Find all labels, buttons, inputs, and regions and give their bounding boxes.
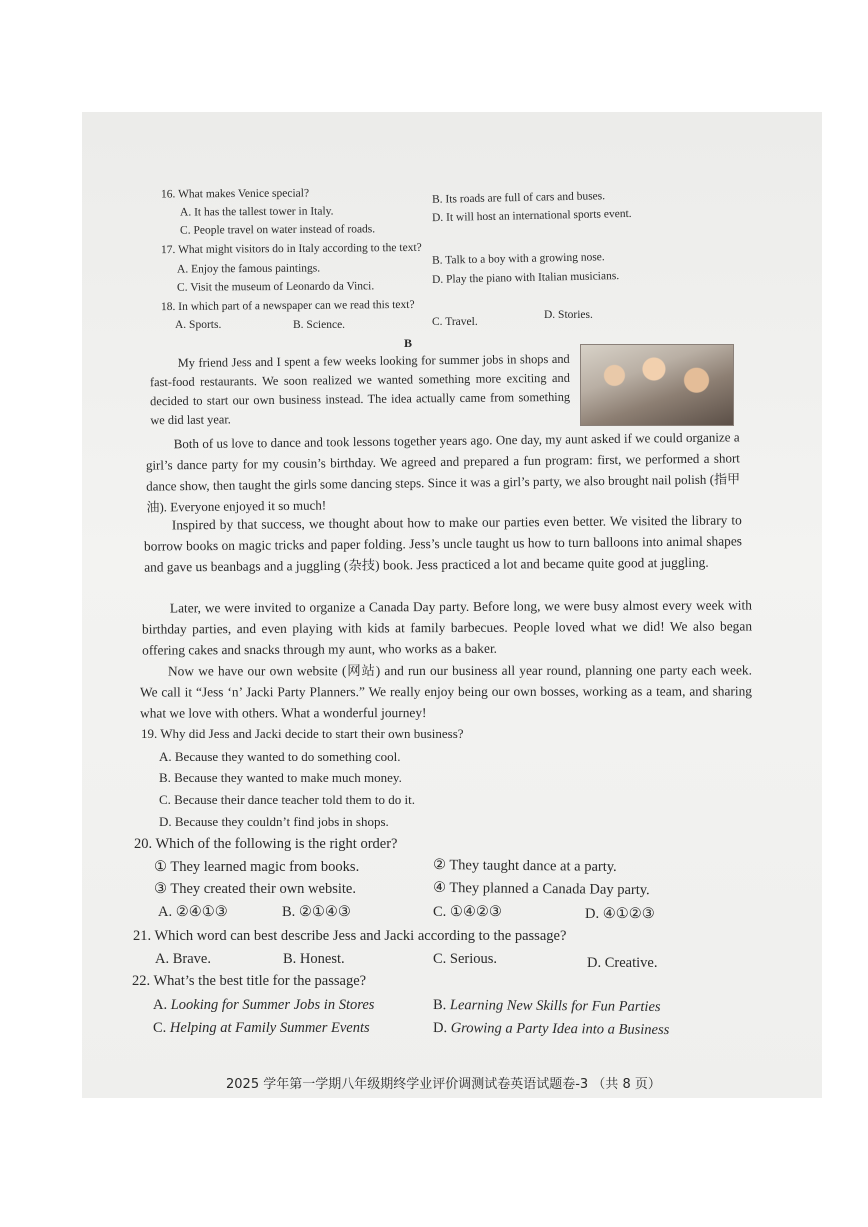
question-21-stem: 21. Which word can best describe Jess and Jacki according to the passage? (133, 928, 567, 944)
question-22-option-c (153, 1020, 370, 1037)
section-label: B (404, 336, 413, 350)
page-footer: 2025 学年第一学期八年级期终学业评价调测试卷英语试题卷-3 （共 8 页） (226, 1077, 661, 1092)
question-22-option-d-text: Growing a Party Idea into a Business (450, 1020, 670, 1039)
question-20-event-4: ④ They planned a Canada Day party. (432, 879, 650, 899)
question-18-option-c: C. Travel. (432, 316, 478, 328)
question-19-option-c: C. Because their dance teacher told them to do it. (159, 792, 415, 807)
passage-paragraph-5: Now we have our own website (网站) and run our business all year round, planning one party each week. We call it “Jess ‘n’ Jacki Party Planners.” We really enjoy being our own bosses, working as a team, and sharing what we love with others. What a wonderful journey! (139, 662, 753, 721)
passage-paragraph-2: Both of us love to dance and took lessons together years ago. One day, my aunt asked if we could organize a girl’s dance party for my cousin’s birthday. We agreed and prepared a fun program: first, we performed a short dance show, then taught the girls some dancing steps. Since it was a girl’s party, we also brought nail polish (指甲油). Everyone enjoyed it so much! (145, 429, 741, 515)
question-16-option-d: D. It will host an international sports event. (431, 207, 632, 225)
question-21-option-b: B. Honest. (283, 951, 345, 967)
question-22-option-b (433, 997, 661, 1016)
question-18-option-b: B. Science. (293, 319, 346, 331)
question-16-stem: 16. What makes Venice special? (160, 187, 310, 201)
question-21-option-a: A. Brave. (155, 951, 211, 967)
question-17-option-c: C. Visit the museum of Leonardo da Vinci. (176, 280, 375, 294)
question-22-option-b-text: Learning New Skills for Fun Parties (449, 997, 661, 1015)
question-22-option-c-letter: C. (153, 1020, 170, 1036)
question-20-event-1: ① They learned magic from books. (154, 859, 360, 875)
question-19-option-b: B. Because they wanted to make much money. (159, 770, 402, 785)
question-22-option-d-letter: D. (432, 1019, 451, 1037)
question-21-option-c: C. Serious. (433, 951, 498, 967)
question-19-stem: 19. Why did Jess and Jacki decide to start their own business? (141, 726, 464, 741)
question-20-event-3: ③ They created their own website. (154, 881, 356, 897)
party-photo (580, 344, 734, 426)
question-22-option-d (433, 1020, 669, 1039)
question-19-option-a: A. Because they wanted to do something cool. (159, 749, 401, 764)
question-18-option-a: A. Sports. (175, 319, 222, 331)
question-20-stem: 20. Which of the following is the right order? (134, 836, 398, 852)
question-22-option-a-text: Looking for Summer Jobs in Stores (170, 997, 375, 1013)
question-20-option-c: C. ①④②③ (433, 904, 502, 920)
passage-paragraph-3: Inspired by that success, we thought about how to make our parties even better. We visited the library to borrow books on magic tricks and paper folding. Jess’s uncle taught us how to turn balloons into animal shapes and gave us beanbags and a juggling (杂技) book. Jess practiced a lot and became quite good at juggling. (143, 512, 743, 575)
question-22-option-a-letter: A. (153, 997, 171, 1013)
question-17-option-b: B. Talk to a boy with a growing nose. (431, 251, 605, 267)
question-22-option-c-text: Helping at Family Summer Events (169, 1020, 370, 1036)
passage-paragraph-4: Later, we were invited to organize a Canada Day party. Before long, we were busy almost every week with birthday parties, and even playing with kids at family barbecues. People loved what we did! We also began offering cakes and snacks through my aunt, who works as a baker. (141, 597, 753, 658)
question-20-option-a: A. ②④①③ (158, 904, 228, 920)
question-20-option-d: D. ④①②③ (585, 906, 655, 922)
question-21-option-d: D. Creative. (587, 955, 658, 971)
question-16-option-a: A. It has the tallest tower in Italy. (179, 205, 334, 219)
passage-paragraph-1: My friend Jess and I spent a few weeks looking for summer jobs in shops and fast-food restaurants. We soon realized we wanted something more exciting and decided to start our own business instead. The idea actually came from something we did last year. (149, 351, 571, 428)
question-16-option-b: B. Its roads are full of cars and buses. (431, 190, 606, 206)
question-19-option-d: D. Because they couldn’t find jobs in shops. (159, 814, 389, 829)
question-22-option-a (153, 997, 374, 1014)
question-22-stem: 22. What’s the best title for the passage? (132, 973, 367, 989)
question-17-stem: 17. What might visitors do in Italy according to the text? (160, 241, 422, 257)
question-18-stem: 18. In which part of a newspaper can we read this text? (160, 298, 415, 314)
question-16-option-c: C. People travel on water instead of roads. (179, 223, 376, 237)
question-20-option-b: B. ②①④③ (282, 904, 351, 920)
question-18-option-d: D. Stories. (544, 309, 593, 321)
question-22-option-b-letter: B. (432, 997, 450, 1014)
question-20-event-2: ② They taught dance at a party. (432, 857, 617, 875)
question-17-option-a: A. Enjoy the famous paintings. (176, 262, 321, 276)
question-17-option-d: D. Play the piano with Italian musicians. (431, 270, 620, 286)
